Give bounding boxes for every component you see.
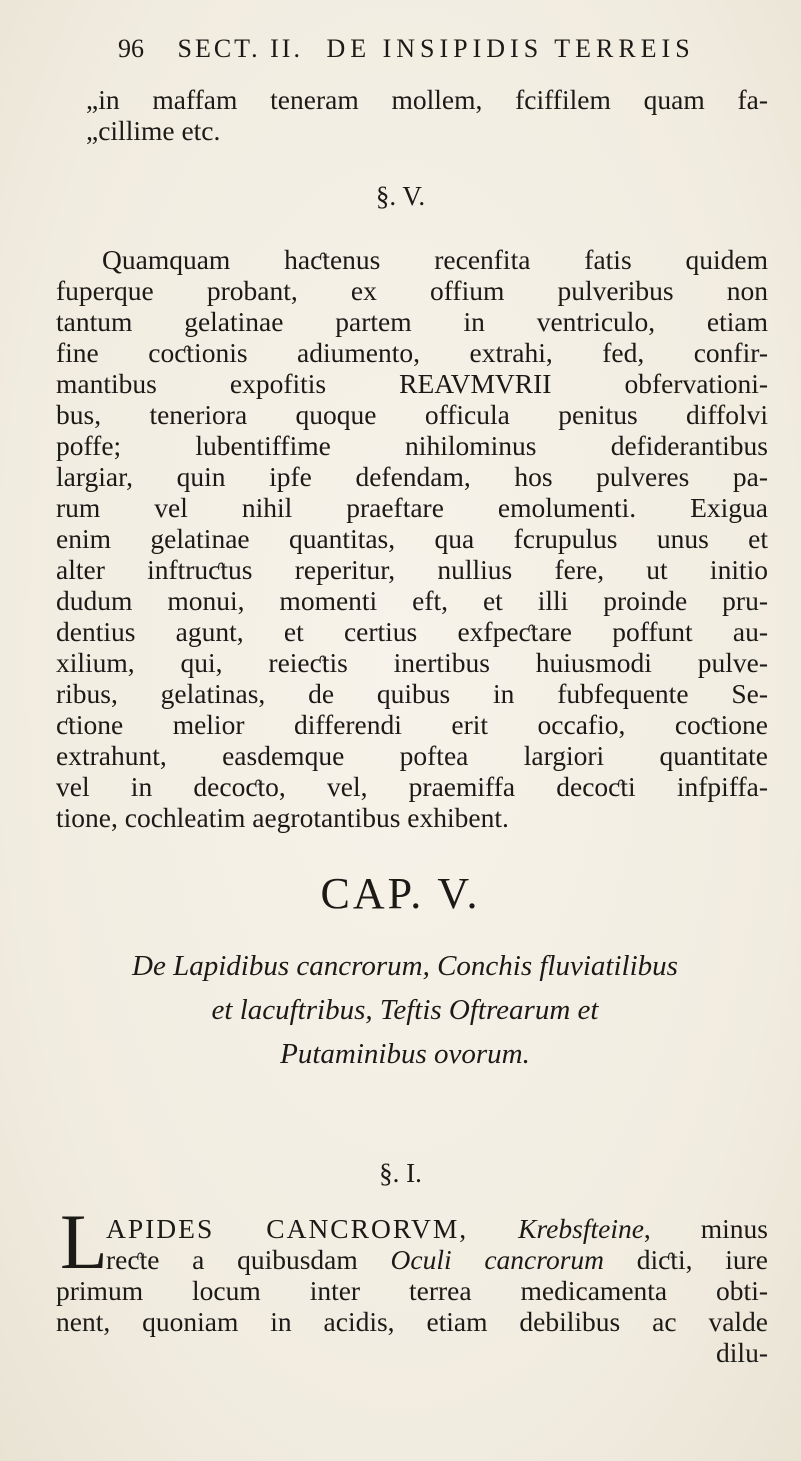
italic-term: Oculi cancrorum — [390, 1244, 605, 1275]
section-heading-5: §. V. — [375, 181, 426, 211]
running-title: DE INSIPIDIS TERREIS — [326, 34, 695, 63]
text-line: dentius agunt, et certius exfpeƈtare poffunt au- — [56, 616, 768, 647]
page-number: 96 — [118, 34, 144, 63]
text-line: mantibus expofitis REAVMVRII obfervationi- — [56, 368, 768, 399]
text-line: ƈtione melior differendi erit occafio, coƈtione — [56, 709, 768, 740]
text-line: tantum gelatinae partem in ventriculo, etiam — [56, 306, 768, 337]
small-caps-term: APIDES CANCRORVM, — [106, 1213, 469, 1244]
text-line: fuperque probant, ex offium pulveribus non — [56, 275, 768, 306]
catchword: dilu- — [716, 1337, 768, 1368]
text-line — [56, 1244, 768, 1275]
text-line: Quamquam haƈtenus recenfita fatis quidem — [102, 244, 768, 275]
chapter-label: CAP. V. — [320, 869, 481, 918]
text-line: bus, teneriora quoque officula penitus diffolvi — [56, 399, 768, 430]
chapter-title-line: Putaminibus ovorum. — [280, 1038, 530, 1070]
italic-term: Krebsfteine — [518, 1213, 644, 1244]
quote-block — [86, 84, 768, 146]
text-line: extrahunt, easdemque poftea largiori quantitate — [56, 740, 768, 771]
text-line: alter inftruƈtus reperitur, nullius fere, ut initio — [56, 554, 768, 585]
section-label: SECT. II. — [177, 34, 303, 63]
text-line: nent, quoniam in acidis, etiam debilibus ac valde — [56, 1306, 768, 1337]
text-line: poffe; lubentiffime nihilominus defiderantibus — [56, 430, 768, 461]
text-line: tione, cochleatim aegrotantibus exhibent. — [56, 802, 509, 833]
chapter-title — [40, 944, 770, 1076]
quote-line: „in maffam teneram mollem, fciffilem quam fa- — [86, 84, 768, 115]
paragraph-1 — [56, 244, 768, 833]
text-line: rum vel nihil praeftare emolumenti. Exigua — [56, 492, 768, 523]
quote-line: „cillime etc. — [86, 115, 221, 146]
text-fragment: reƈte a quibusdam — [106, 1244, 358, 1275]
text-line: xilium, qui, reieƈtis inertibus huiusmodi pulve- — [56, 647, 768, 678]
text-line: vel in decoƈto, vel, praemiffa decoƈti infpiffa- — [56, 771, 768, 802]
text-line: primum locum inter terrea medicamenta obti- — [56, 1275, 768, 1306]
text-fragment: diƈti, iure — [636, 1244, 768, 1275]
section-heading-1: §. I. — [379, 1158, 422, 1188]
text-fragment: , minus — [643, 1213, 769, 1244]
text-line: enim gelatinae quantitas, qua fcrupulus unus et — [56, 523, 768, 554]
paragraph-2 — [56, 1213, 768, 1368]
text-line: largiar, quin ipfe defendam, hos pulveres pa- — [56, 461, 768, 492]
text-line: ribus, gelatinas, de quibus in fubfequente Se- — [56, 678, 768, 709]
text-line: dudum monui, momenti eft, et illi proinde pru- — [56, 585, 768, 616]
running-head — [118, 34, 758, 74]
drop-cap: L — [60, 1198, 108, 1285]
chapter-title-line: De Lapidibus cancrorum, Conchis fluviatilibus — [132, 950, 678, 982]
text-line — [56, 1213, 768, 1244]
text-line: fine coƈtionis adiumento, extrahi, fed, confir- — [56, 337, 768, 368]
chapter-title-line: et lacuftribus, Teftis Oftrearum et — [211, 994, 599, 1026]
